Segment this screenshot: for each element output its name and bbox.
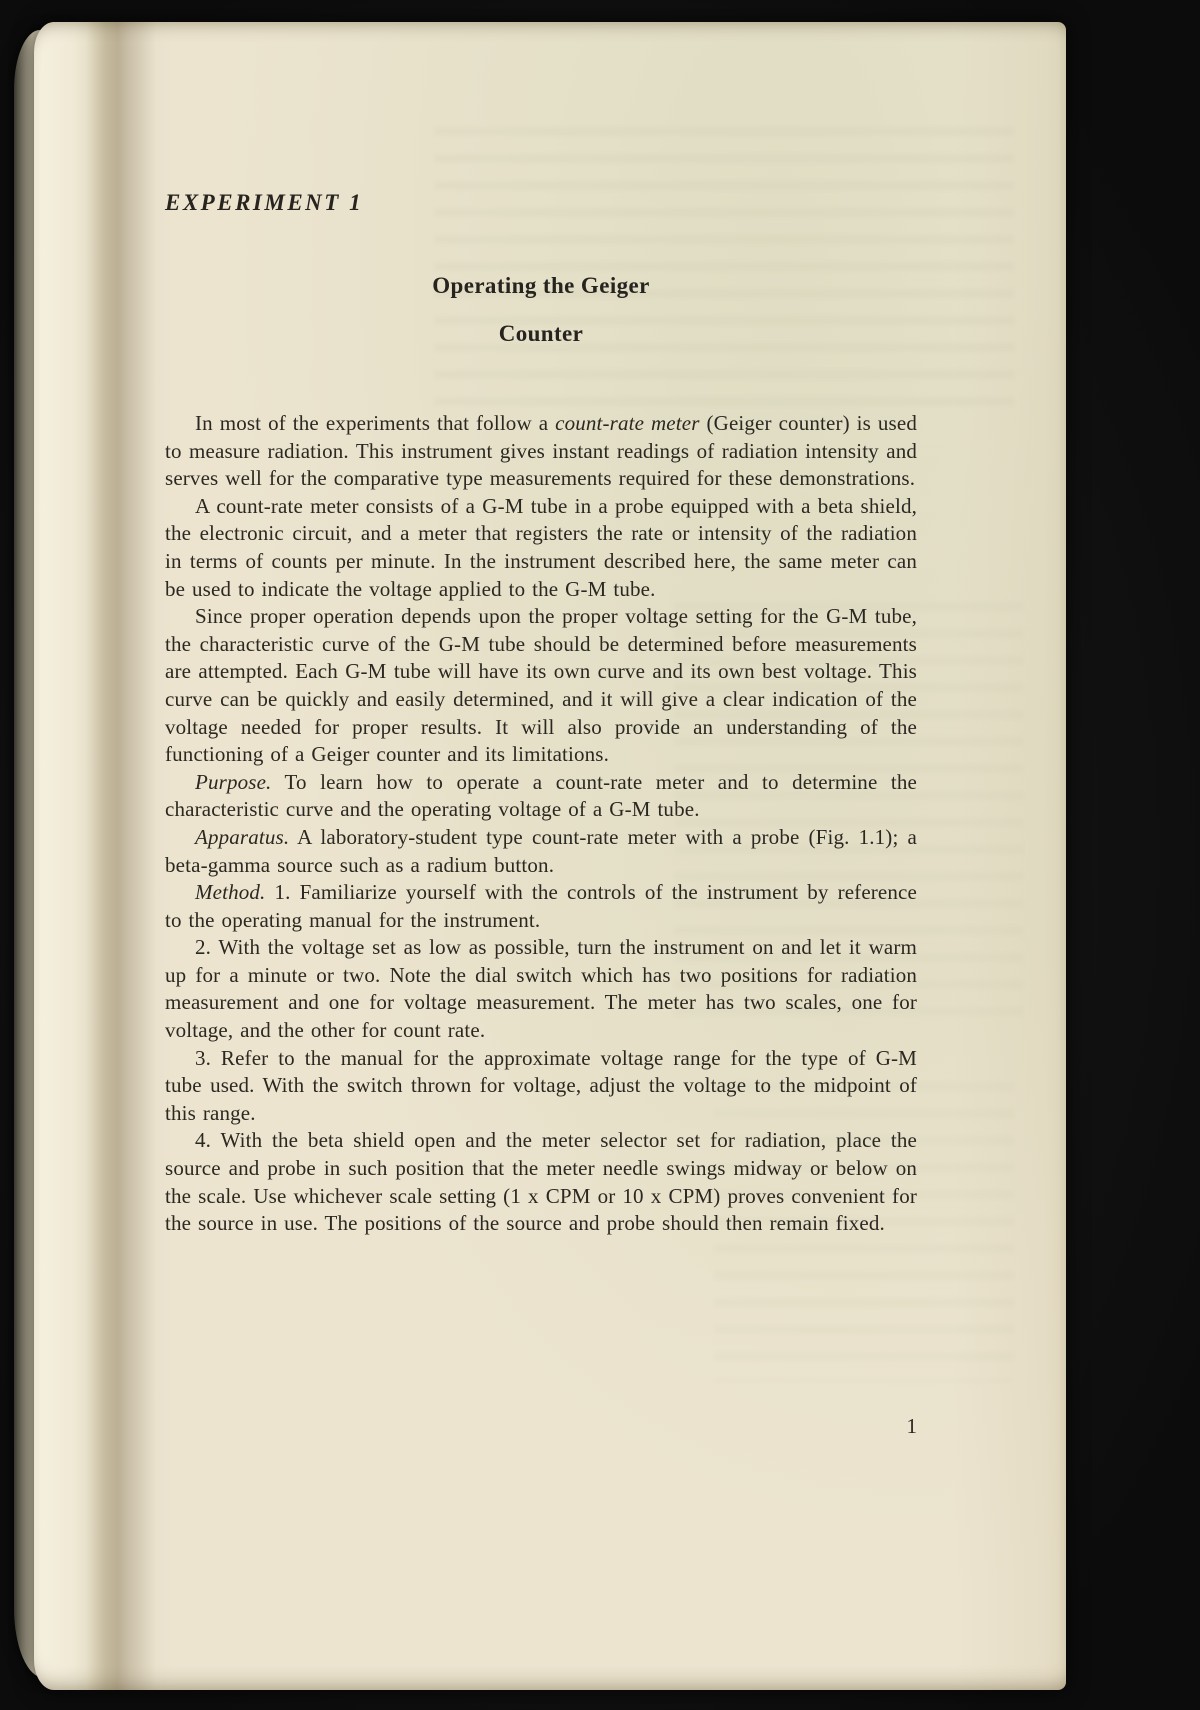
text-segment: 2. With the voltage set as low as possible, turn the instrument on and let it warm up for a minute or two. Note the dial switch which has two positions for radiation measurement and one for voltage measurement. The meter has two scales, one for voltage, and the other for count rate. bbox=[165, 935, 917, 1043]
italic-text-segment: Apparatus. bbox=[195, 824, 290, 849]
experiment-label: EXPERIMENT 1 bbox=[165, 190, 364, 215]
text-segment: 4. With the beta shield open and the meter selector set for radiation, place the source and probe in such position that the meter needle swings midway or below on the scale. Use whichever scale setting (1 x CPM or 10 x CPM) proves convenient for the source in use. The positions of the source and probe should then remain fixed. bbox=[165, 1128, 917, 1236]
chapter-title-line-1: Operating the Geiger bbox=[432, 273, 650, 298]
chapter-title-line-2: Counter bbox=[498, 321, 584, 346]
page-content bbox=[165, 22, 917, 1238]
paragraph bbox=[165, 493, 917, 603]
paragraph bbox=[165, 410, 917, 493]
italic-text-segment: count-rate meter bbox=[555, 411, 700, 435]
page-body bbox=[165, 410, 917, 1238]
text-segment: A count-rate meter consists of a G-M tube in a probe equipped with a beta shield, the electronic circuit, and a meter that registers the rate or intensity of the radiation in terms of counts per minute. In the instrument described here, the same meter can be used to indicate the voltage applied to the G-M tube. bbox=[165, 493, 917, 601]
text-segment: A laboratory-student type count-rate meter with a probe (Fig. 1.1); a beta-gamma source such as a radium button. bbox=[165, 824, 917, 877]
page-number: 1 bbox=[906, 1414, 917, 1438]
text-segment: 3. Refer to the manual for the approximate voltage range for the type of G-M tube used. With the switch thrown for voltage, adjust the voltage to the midpoint of this range. bbox=[165, 1045, 917, 1125]
chapter-title bbox=[165, 262, 917, 358]
paragraph bbox=[165, 824, 917, 879]
paragraph bbox=[165, 934, 917, 1044]
italic-text-segment: Method. bbox=[195, 880, 266, 905]
paragraph bbox=[165, 603, 917, 769]
text-segment: Since proper operation depends upon the proper voltage setting for the G-M tube, the characteristic curve of the G-M tube should be determined before measurements are attempted. Each G-M tube will have its own curve and its own best voltage. This curve can be quickly and easily determined, and it will give a clear indication of the voltage needed for proper results. It will also provide an understanding of the functioning of a Geiger counter and its limitations. bbox=[165, 604, 917, 767]
text-segment: 1. Familiarize yourself with the controls of the instrument by reference to the operating manual for the instrument. bbox=[165, 880, 917, 932]
book-page bbox=[34, 22, 1066, 1690]
italic-text-segment: Purpose. bbox=[195, 769, 272, 794]
paragraph bbox=[165, 1127, 917, 1237]
paragraph bbox=[165, 769, 917, 824]
binding-crease-shadow bbox=[86, 22, 156, 1690]
text-segment: (Geiger counter) is used to measure radiation. This instrument gives instant readings of radiation intensity and serves well for the comparative type measurements required for these demonstrations. bbox=[165, 411, 917, 491]
text-segment: In most of the experiments that follow a bbox=[195, 411, 556, 435]
paragraph bbox=[165, 879, 917, 934]
text-segment: To learn how to operate a count-rate meter and to determine the characteristic curve and the operating voltage of a G-M tube. bbox=[165, 769, 917, 822]
paragraph bbox=[165, 1045, 917, 1128]
